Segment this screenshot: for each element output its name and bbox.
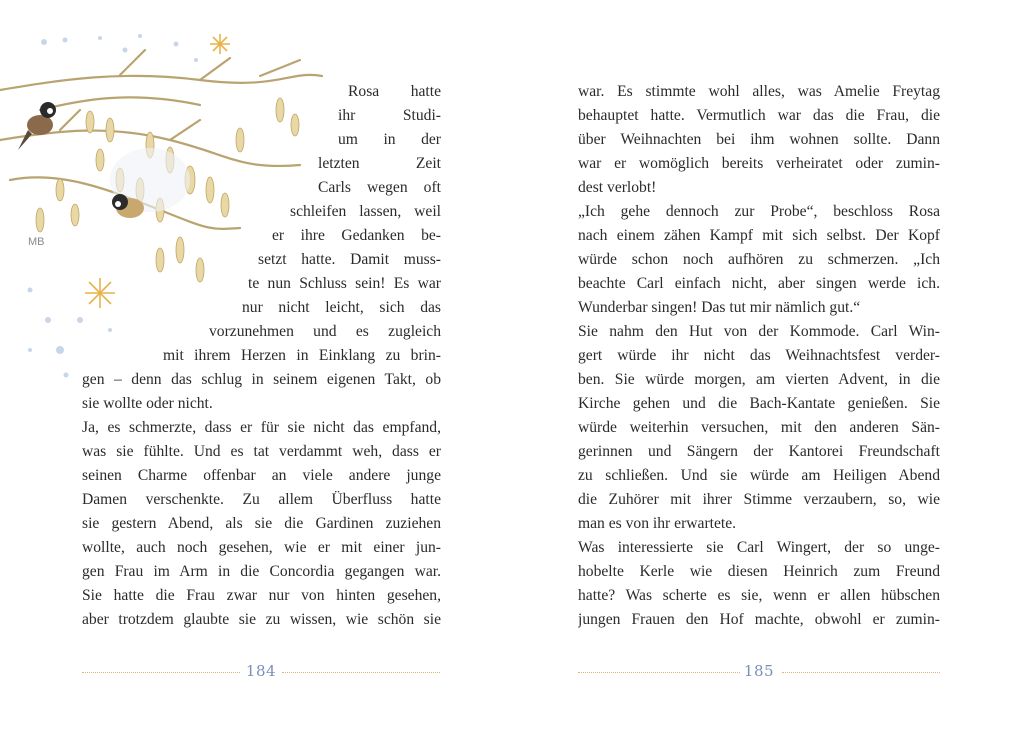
text-line: würde schon noch aufhören zu schmerzen. „Ich	[578, 251, 940, 268]
text-line: nach einem zähen Kampf mit sich selbst. Der Kopf	[578, 227, 940, 244]
text-line: hobelte Kerle wie diesen Heinrich zum Freund	[578, 563, 940, 580]
right-page	[510, 0, 1020, 738]
text-line: sie gestern Abend, als sie die Gardinen zuziehen	[82, 515, 441, 532]
text-line: ihr Studi-	[338, 107, 441, 124]
page-footer	[578, 660, 940, 684]
text-line: hatte? Was scherte es sie, wenn er allen hübschen	[578, 587, 940, 604]
text-line: nur nicht leicht, sich das	[242, 299, 441, 316]
text-line: gen – denn das schlug in seinem eigenen Takt, ob	[82, 371, 441, 388]
text-line: Damen verschenkte. Zu allem Überfluss hatte	[82, 491, 441, 508]
text-line: Sie nahm den Hut von der Kommode. Carl Win-	[578, 323, 940, 340]
text-line: Kirche gehen und die Bach-Kantate genießen. Sie	[578, 395, 940, 412]
text-line: war. Es stimmte wohl alles, was Amelie Freytag	[578, 83, 940, 100]
text-line: te nun Schluss sein! Es war	[248, 275, 441, 292]
text-line: vorzunehmen und es zugleich	[209, 323, 441, 340]
text-line: mit ihrem Herzen in Einklang zu brin-	[163, 347, 441, 364]
text-line: was sie fühlte. Und es tat verdammt weh, dass er	[82, 443, 441, 460]
text-line: Ja, es schmerzte, dass er für sie nicht das empfand,	[82, 419, 441, 436]
text-line: seinen Charme offenbar an viele andere junge	[82, 467, 441, 484]
text-line: letzten Zeit	[318, 155, 441, 172]
text-line: Sie hatte die Frau zwar nur von hinten gesehen,	[82, 587, 441, 604]
text-line: ben. Sie würde morgen, am vierten Advent, in die	[578, 371, 940, 388]
snowflake-icon	[210, 34, 230, 54]
text-line: wollte, auch noch gesehen, wie er mit einer jun-	[82, 539, 441, 556]
text-line: dest verlobt!	[578, 179, 657, 196]
snowflake-icon	[85, 278, 115, 308]
page-number: 184	[245, 662, 277, 680]
text-line: Rosa hatte	[348, 83, 441, 100]
text-line: gerinnen und Sängern der Kantorei Freundschaft	[578, 443, 940, 460]
text-line: Was interessierte sie Carl Wingert, der so unge-	[578, 539, 940, 556]
bird-icon	[18, 102, 56, 150]
text-line: über Weihnachten bei ihm wohnen sollte. Dann	[578, 131, 940, 148]
text-line: gen Frau im Arm in die Concordia gegangen war.	[82, 563, 441, 580]
text-line: war er womöglich bereits verheiratet oder zumin-	[578, 155, 940, 172]
text-line: aber trotzdem glaubte sie zu wissen, wie schön sie	[82, 611, 441, 628]
text-line: er ihre Gedanken be-	[272, 227, 441, 244]
page-footer	[82, 660, 440, 684]
text-line: behauptet hatte. Vermutlich war das die Frau, die	[578, 107, 940, 124]
text-line: sie wollte oder nicht.	[82, 395, 213, 412]
text-line: die Zuhörer mit ihrer Stimme verzaubern, so, wie	[578, 491, 940, 508]
text-line: zu schließen. Und sie würde am Heiligen Abend	[578, 467, 940, 484]
text-line: um in der	[338, 131, 441, 148]
text-line: würde weiterhin versuchen, mit den anderen Sän-	[578, 419, 940, 436]
text-line: Carls wegen oft	[318, 179, 441, 196]
text-line: man es von ihr erwartete.	[578, 515, 737, 532]
text-line: beachte Carl einfach nicht, aber singen werde ich.	[578, 275, 940, 292]
text-line: setzt hatte. Damit muss-	[258, 251, 441, 268]
text-line: schleifen lassen, weil	[290, 203, 441, 220]
text-line: Wunderbar singen! Das tut mir nämlich gut.“	[578, 299, 861, 316]
page-number: 185	[743, 662, 775, 680]
text-line: „Ich gehe dennoch zur Probe“, beschloss Rosa	[578, 203, 940, 220]
text-line: jungen Frauen den Hof machte, obwohl er zumin-	[578, 611, 940, 628]
illustrator-signature: MB	[28, 236, 45, 248]
text-line: gert würde ihr nicht das Weihnachtsfest verder-	[578, 347, 940, 364]
